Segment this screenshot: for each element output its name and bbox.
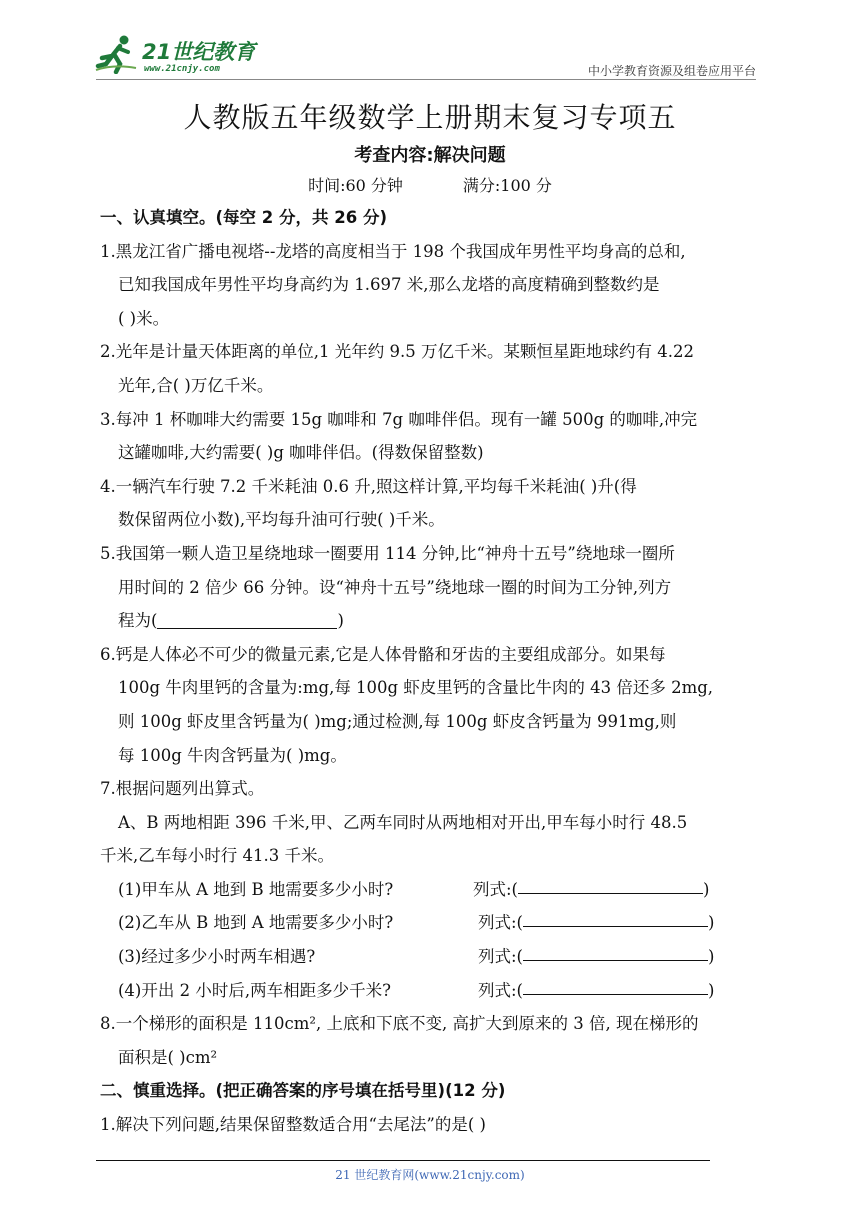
question-3 <box>100 403 766 470</box>
sub-question-text: (2)乙车从 B 地到 A 地需要多少小时? <box>118 913 394 933</box>
close-paren: ) <box>708 947 715 967</box>
answer-blank[interactable] <box>523 974 708 995</box>
sub-question-text: (4)开出 2 小时后,两车相距多少千米? <box>118 980 391 1000</box>
platform-label: 中小学教育资源及组卷应用平台 <box>587 64 756 78</box>
question-line: 这罐咖啡,大约需要( )g 咖啡伴侣。(得数保留整数) <box>118 443 484 463</box>
header-divider <box>96 79 756 80</box>
close-paren: ) <box>708 913 715 933</box>
page-title: 人教版五年级数学上册期末复习专项五 <box>183 101 677 134</box>
exam-info <box>0 173 860 196</box>
equation-label: 程为( <box>118 611 158 631</box>
sub-question <box>100 873 766 907</box>
question-6 <box>100 638 766 772</box>
answer-blank[interactable] <box>518 873 703 894</box>
answer-blank[interactable] <box>523 906 708 927</box>
close-paren: ) <box>703 879 710 899</box>
close-paren: ) <box>337 611 344 631</box>
formula-label: 列式:( <box>473 879 518 899</box>
logo-url: www.21cnjy.com <box>144 64 220 74</box>
close-paren: ) <box>708 980 715 1000</box>
sub-question <box>100 974 766 1008</box>
question-line: 已知我国成年男性平均身高约为 1.697 米,那么龙塔的高度精确到整数约是 <box>118 275 660 295</box>
question-4 <box>100 470 766 537</box>
question-1 <box>100 235 766 336</box>
question-line <box>100 604 766 638</box>
question-line: 2.光年是计量天体距离的单位,1 光年约 9.5 万亿千米。某颗恒星距地球约有 4.22 <box>100 342 694 362</box>
answer-blank[interactable] <box>157 608 337 629</box>
question-line: 数保留两位小数),平均每升油可行驶( )千米。 <box>118 510 445 530</box>
formula-label: 列式:( <box>478 913 523 933</box>
question-2 <box>100 335 766 402</box>
sub-question <box>100 906 766 940</box>
sub-question <box>100 940 766 974</box>
question-line: ( )米。 <box>118 308 170 328</box>
logo-text: 21世纪教育 <box>142 40 256 64</box>
formula-label: 列式:( <box>478 947 523 967</box>
section-heading-1: 一、认真填空。(每空 2 分，共 26 分) <box>100 208 388 227</box>
page-header <box>0 0 860 86</box>
answer-blank[interactable] <box>523 940 708 961</box>
exam-content <box>100 201 766 1142</box>
question-line: 5.我国第一颗人造卫星绕地球一圈要用 114 分钟,比“神舟十五号”绕地球一圈所 <box>100 543 675 563</box>
question-5 <box>100 537 766 638</box>
footer-divider <box>96 1160 710 1161</box>
question-line: 光年,合( )万亿千米。 <box>118 375 274 395</box>
logo <box>94 30 274 80</box>
sub-question-text: (1)甲车从 A 地到 B 地需要多少小时? <box>118 879 394 899</box>
question-line: 8.一个梯形的面积是 110cm², 上底和下底不变, 高扩大到原来的 3 倍, 现在梯形的 <box>100 1014 699 1034</box>
full-score: 满分:100 分 <box>462 176 552 195</box>
page-subtitle: 考查内容:解决问题 <box>354 145 506 166</box>
runner-logo-icon <box>94 34 138 74</box>
question-line: 用时间的 2 倍少 66 分钟。设“神舟十五号”绕地球一圈的时间为工分钟,列方 <box>118 577 672 597</box>
question-line: 3.每冲 1 杯咖啡大约需要 15g 咖啡和 7g 咖啡伴侣。现有一罐 500g 的咖啡,冲完 <box>100 409 698 429</box>
question-line: 千米,乙车每小时行 41.3 千米。 <box>100 846 334 866</box>
question-line: 7.根据问题列出算式。 <box>100 779 265 799</box>
footer-text: 21 世纪教育网(www.21cnjy.com) <box>335 1168 525 1182</box>
sub-question-text: (3)经过多少小时两车相遇? <box>118 947 316 967</box>
question-7 <box>100 772 766 1007</box>
question-line: 4.一辆汽车行驶 7.2 千米耗油 0.6 升,照这样计算,平均每千米耗油( )升(得 <box>100 476 637 496</box>
question-8 <box>100 1007 766 1074</box>
question-line: 100g 牛肉里钙的含量为:mg,每 100g 虾皮里钙的含量比牛肉的 43 倍还多 2mg, <box>118 678 714 698</box>
question-line: 则 100g 虾皮里含钙量为( )mg;通过检测,每 100g 虾皮含钙量为 991mg,则 <box>118 711 677 731</box>
question-line: 每 100g 牛肉含钙量为( )mg。 <box>118 745 347 765</box>
time-limit: 时间:60 分钟 <box>308 176 403 195</box>
question-line: 6.钙是人体必不可少的微量元素,它是人体骨骼和牙齿的主要组成部分。如果每 <box>100 644 666 664</box>
section2-question-1: 1.解决下列问题,结果保留整数适合用“去尾法”的是( ) <box>100 1115 486 1135</box>
question-line: A、B 两地相距 396 千米,甲、乙两车同时从两地相对开出,甲车每小时行 48.5 <box>118 812 688 832</box>
section-heading-2: 二、慎重选择。(把正确答案的序号填在括号里)(12 分) <box>100 1081 506 1101</box>
question-line: 面积是( )cm² <box>118 1047 218 1067</box>
question-line: 1.黑龙江省广播电视塔--龙塔的高度相当于 198 个我国成年男性平均身高的总和, <box>100 241 686 261</box>
formula-label: 列式:( <box>478 980 523 1000</box>
